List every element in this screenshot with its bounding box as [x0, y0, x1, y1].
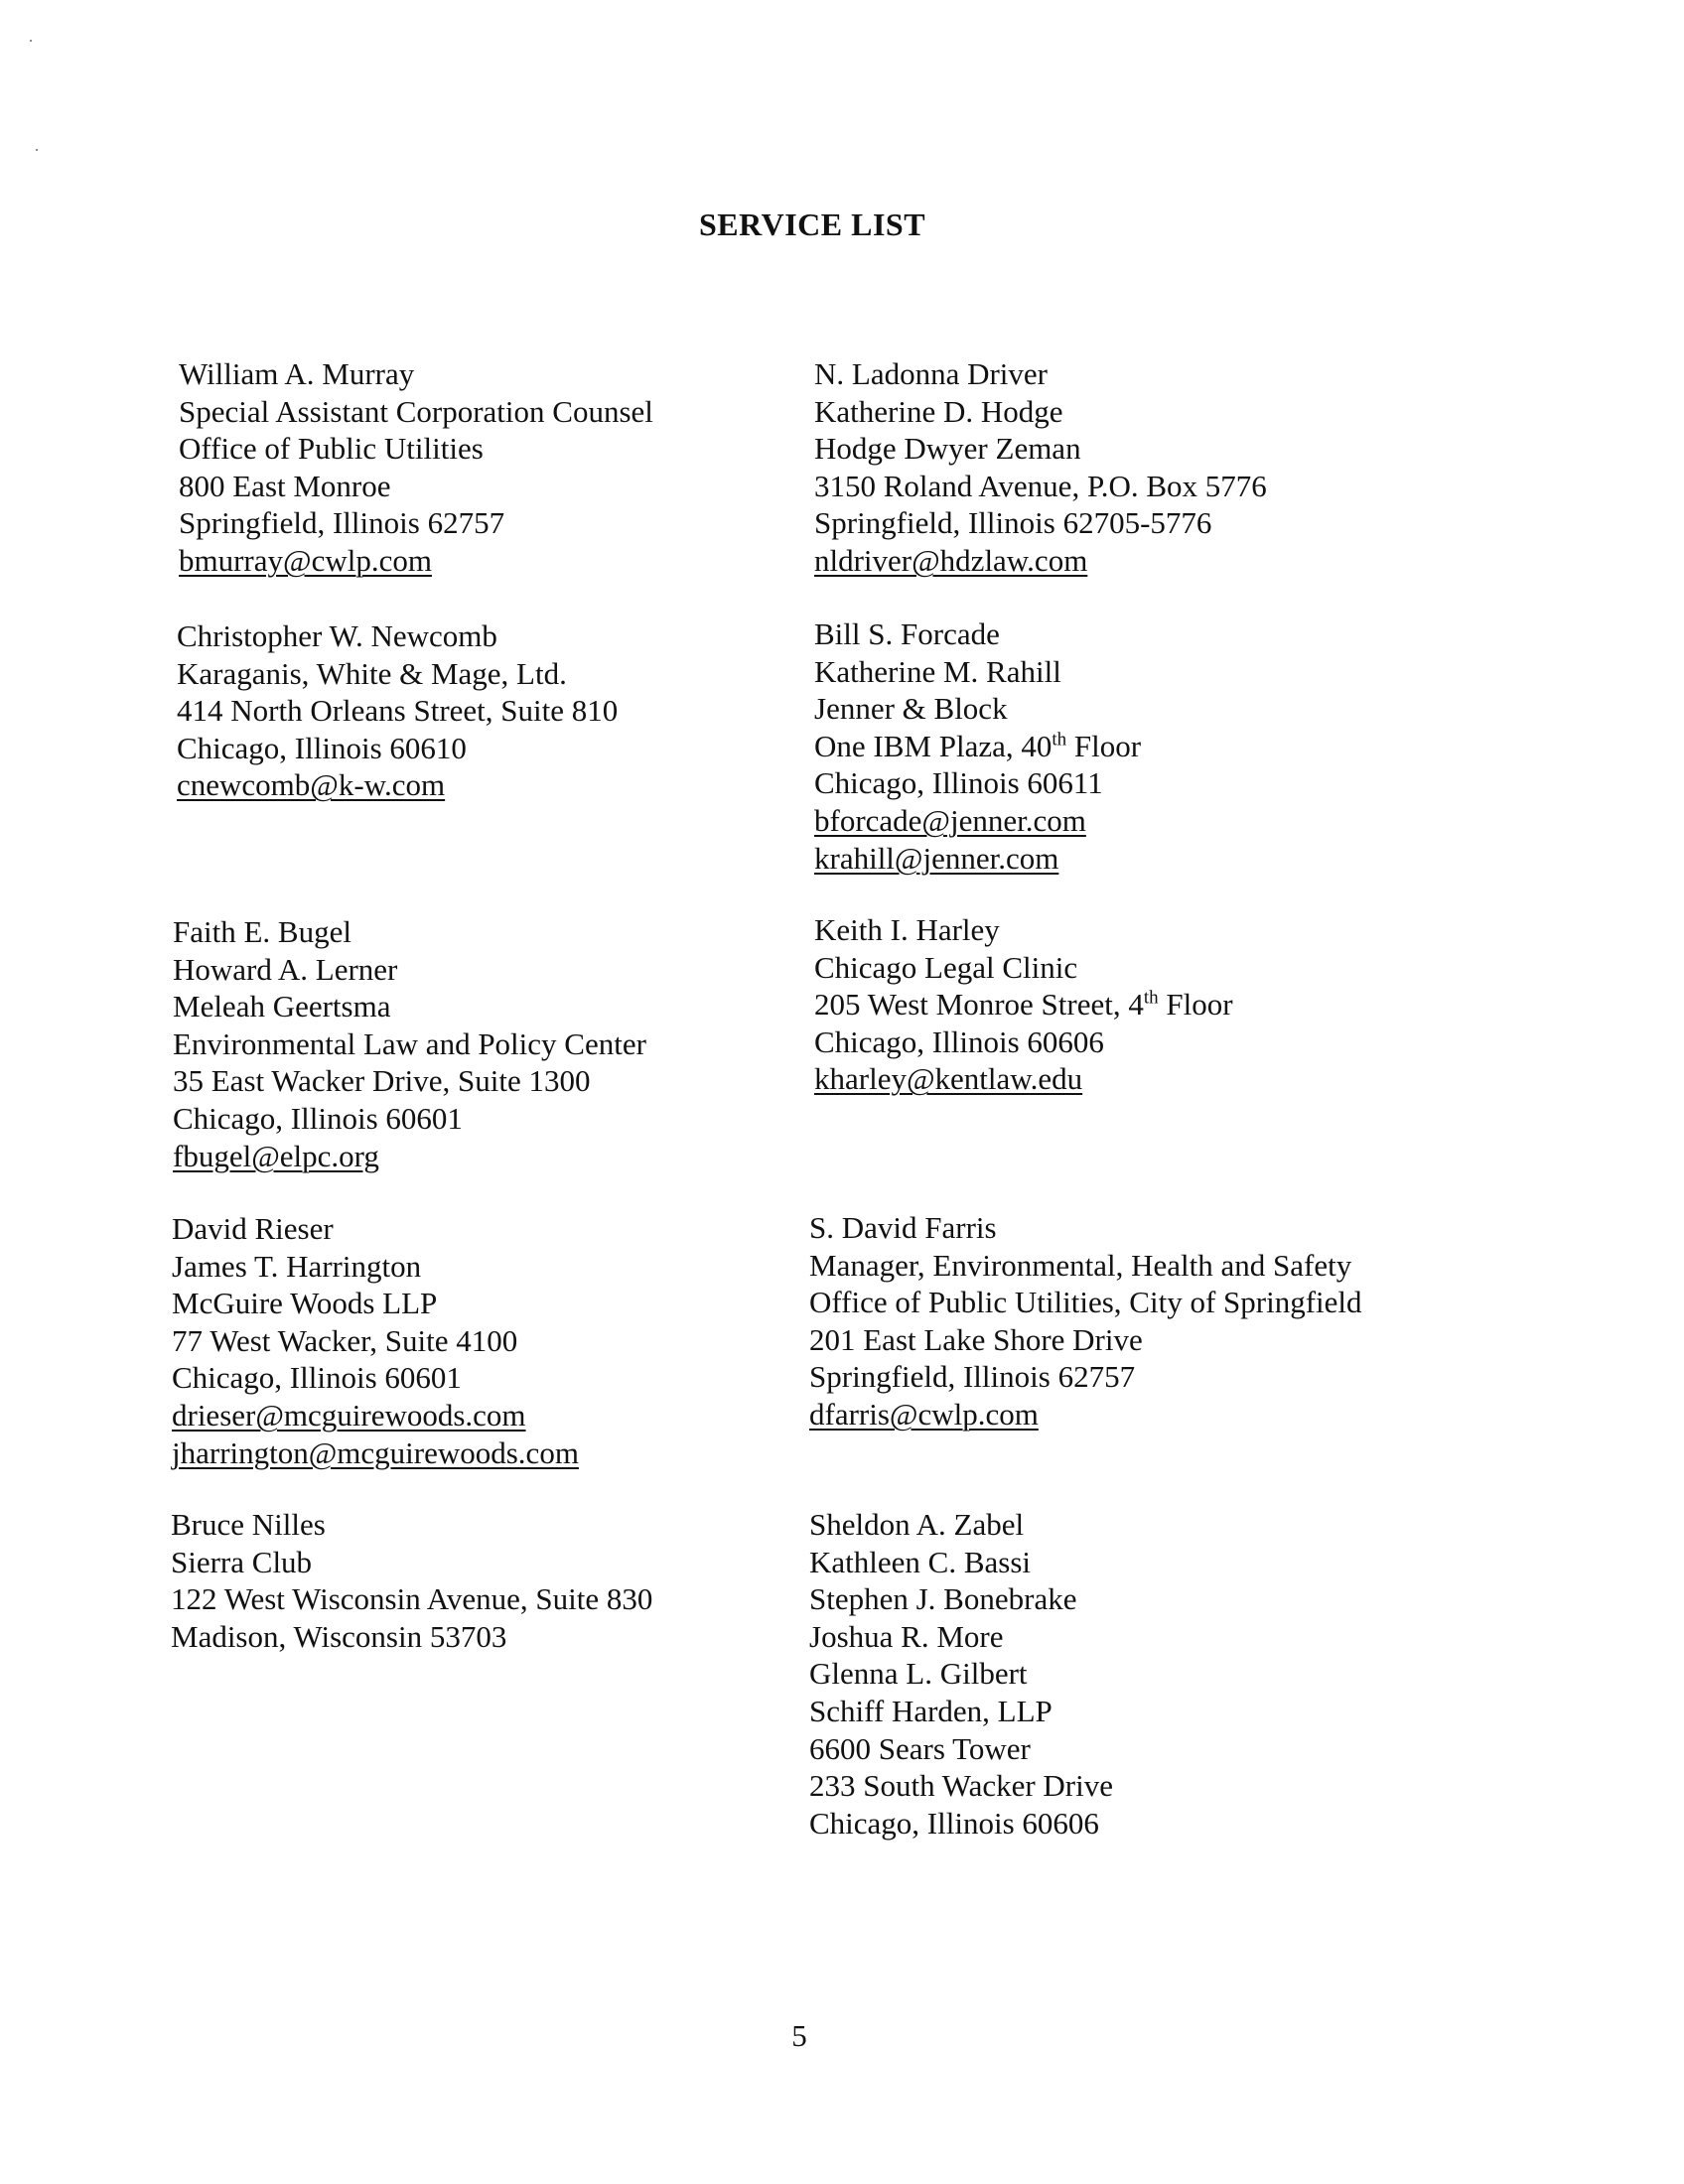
entry-line-floor	[814, 728, 1141, 765]
entry-line: Katherine D. Hodge	[814, 393, 1063, 429]
entry-line: 35 East Wacker Drive, Suite 1300	[173, 1063, 591, 1099]
entry-line: Chicago Legal Clinic	[814, 949, 1078, 985]
entry-line: William A. Murray	[179, 356, 415, 391]
entry-line: Bruce Nilles	[171, 1507, 326, 1542]
entry-line: Faith E. Bugel	[173, 914, 351, 949]
service-entry-zabel	[809, 1506, 1113, 1842]
entry-line: 3150 Roland Avenue, P.O. Box 5776	[814, 468, 1267, 503]
page-number: 5	[791, 2018, 807, 2053]
entry-line: S. David Farris	[809, 1210, 997, 1245]
entry-line: 6600 Sears Tower	[809, 1730, 1031, 1766]
email-link[interactable]: krahill@jenner.com	[814, 840, 1059, 876]
entry-line: Madison, Wisconsin 53703	[171, 1618, 507, 1654]
floor-line-main: 205 West Monroe Street, 4	[814, 987, 1144, 1023]
entry-line: James T. Harrington	[172, 1248, 422, 1284]
entry-line: Howard A. Lerner	[173, 951, 398, 987]
entry-line: Office of Public Utilities, City of Springfield	[809, 1285, 1362, 1320]
entry-line: Sheldon A. Zabel	[809, 1507, 1025, 1542]
email-link[interactable]: kharley@kentlaw.edu	[814, 1061, 1083, 1097]
email-link[interactable]: dfarris@cwlp.com	[809, 1396, 1039, 1432]
floor-line-rest: Floor	[1158, 987, 1233, 1023]
entry-line: Schiff Harden, LLP	[809, 1693, 1052, 1728]
ordinal-suffix: th	[1143, 987, 1159, 1009]
entry-line: Chicago, Illinois 60601	[172, 1360, 462, 1396]
entry-line: Jenner & Block	[814, 691, 1008, 727]
entry-line: 201 East Lake Shore Drive	[809, 1321, 1143, 1357]
entry-line: Chicago, Illinois 60601	[173, 1100, 463, 1136]
entry-line: Office of Public Utilities	[179, 431, 484, 467]
email-link[interactable]: bmurray@cwlp.com	[179, 542, 432, 578]
entry-line: Chicago, Illinois 60606	[809, 1805, 1099, 1841]
entry-line: 122 West Wisconsin Avenue, Suite 830	[171, 1581, 653, 1617]
service-entry-rieser	[172, 1210, 579, 1471]
entry-line: Karaganis, White & Mage, Ltd.	[177, 655, 567, 691]
entry-line: Keith I. Harley	[814, 912, 1000, 947]
service-entry-farris	[809, 1209, 1362, 1433]
entry-line: McGuire Woods LLP	[172, 1286, 438, 1321]
entry-line: Bill S. Forcade	[814, 616, 1000, 651]
service-entry-driver	[814, 355, 1267, 580]
service-entry-forcade	[814, 615, 1141, 877]
entry-line: Environmental Law and Policy Center	[173, 1025, 646, 1061]
scan-speck	[30, 40, 32, 42]
entry-line: Chicago, Illinois 60606	[814, 1024, 1104, 1059]
entry-line: David Rieser	[172, 1211, 334, 1246]
entry-line: Glenna L. Gilbert	[809, 1656, 1028, 1692]
entry-line: 414 North Orleans Street, Suite 810	[177, 693, 619, 729]
ordinal-suffix: th	[1052, 729, 1067, 751]
entry-line: 800 East Monroe	[179, 468, 391, 503]
scan-speck	[36, 149, 38, 151]
service-entry-bugel	[173, 913, 646, 1174]
entry-line: Hodge Dwyer Zeman	[814, 431, 1081, 467]
email-link[interactable]: jharrington@mcguirewoods.com	[172, 1434, 579, 1470]
entry-line: Stephen J. Bonebrake	[809, 1581, 1077, 1617]
entry-line: N. Ladonna Driver	[814, 356, 1048, 391]
service-entry-nilles	[171, 1506, 652, 1655]
entry-line: Chicago, Illinois 60610	[177, 730, 467, 765]
email-link[interactable]: bforcade@jenner.com	[814, 802, 1086, 838]
floor-line-main: One IBM Plaza, 40	[814, 728, 1052, 763]
email-link[interactable]: nldriver@hdzlaw.com	[814, 542, 1088, 578]
entry-line: Meleah Geertsma	[173, 989, 391, 1024]
entry-line: Springfield, Illinois 62757	[179, 505, 505, 541]
entry-line: Joshua R. More	[809, 1618, 1004, 1654]
email-link[interactable]: cnewcomb@k-w.com	[177, 767, 446, 803]
page-title: SERVICE LIST	[698, 206, 926, 242]
entry-line: 233 South Wacker Drive	[809, 1768, 1114, 1804]
entry-line: Springfield, Illinois 62757	[809, 1359, 1136, 1395]
entry-line: 77 West Wacker, Suite 4100	[172, 1322, 518, 1358]
entry-line: Katherine M. Rahill	[814, 653, 1061, 689]
email-link[interactable]: fbugel@elpc.org	[173, 1138, 379, 1173]
email-link[interactable]: drieser@mcguirewoods.com	[172, 1397, 526, 1433]
entry-line: Chicago, Illinois 60611	[814, 765, 1103, 801]
entry-line: Sierra Club	[171, 1544, 313, 1579]
entry-line: Christopher W. Newcomb	[177, 618, 497, 653]
floor-line-rest: Floor	[1066, 728, 1142, 763]
entry-line-floor	[814, 986, 1233, 1024]
entry-line: Special Assistant Corporation Counsel	[179, 393, 653, 429]
service-entry-newcomb	[177, 617, 618, 804]
entry-line: Springfield, Illinois 62705-5776	[814, 505, 1212, 541]
entry-line: Kathleen C. Bassi	[809, 1544, 1031, 1579]
service-entry-harley	[814, 911, 1233, 1098]
service-entry-murray	[179, 355, 653, 580]
entry-line: Manager, Environmental, Health and Safety	[809, 1247, 1352, 1283]
